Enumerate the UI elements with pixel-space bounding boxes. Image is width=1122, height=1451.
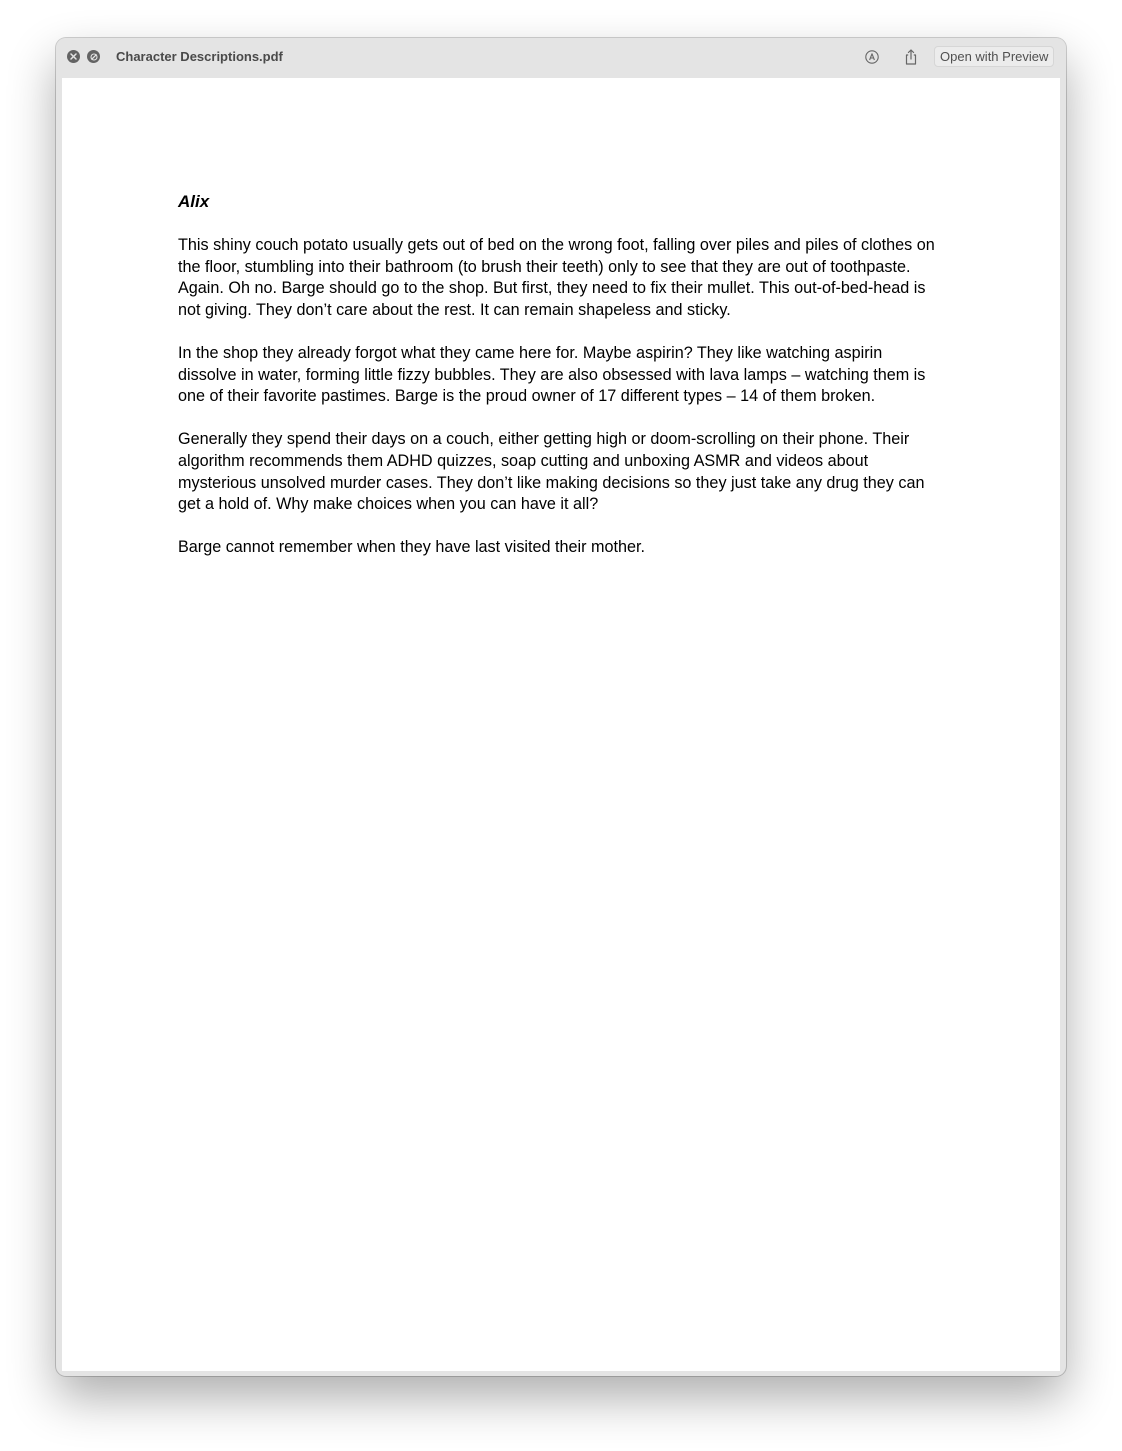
window-title: Character Descriptions.pdf	[116, 49, 283, 64]
text-line: the floor, stumbling into their bathroom (to brush their teeth) only to see that they are out of toothpaste.	[178, 257, 911, 276]
markup-button[interactable]	[862, 47, 882, 67]
text-line: Barge cannot remember when they have last visited their mother.	[178, 538, 645, 557]
pdf-page[interactable]	[62, 78, 1060, 1371]
minimize-icon	[90, 53, 98, 61]
fullscreen-button[interactable]	[87, 50, 100, 63]
text-line: In the shop they already forgot what they came here for. Maybe aspirin? They like watching aspirin	[178, 343, 883, 362]
text-line: one of their favorite pastimes. Barge is the proud owner of 17 different types – 14 of them broken.	[178, 387, 876, 406]
text-line: Generally they spend their days on a couch, either getting high or doom-scrolling on their phone. Their	[178, 430, 910, 449]
text-line: not giving. They don’t care about the rest. It can remain shapeless and sticky.	[178, 300, 731, 319]
text-line: This shiny couch potato usually gets out of bed on the wrong foot, falling over piles and piles of clothes on	[178, 236, 935, 254]
paragraph	[178, 429, 948, 515]
open-with-preview-button[interactable]: Open with Preview	[934, 46, 1054, 67]
paragraph	[178, 235, 948, 321]
paragraph	[178, 343, 948, 408]
title-bar[interactable]	[56, 38, 1066, 76]
paragraph	[178, 537, 948, 559]
markup-icon	[864, 49, 880, 65]
text-line: dissolve in water, forming little fizzy bubbles. They are also obsessed with lava lamps – watching them is	[178, 365, 926, 384]
close-button[interactable]	[67, 50, 80, 63]
character-name-heading: Alix	[178, 192, 210, 211]
close-icon	[70, 53, 77, 60]
quicklook-window	[56, 38, 1066, 1376]
text-line: get a hold of. Why make choices when you can have it all?	[178, 495, 599, 514]
share-icon	[903, 48, 919, 66]
text-line: algorithm recommends them ADHD quizzes, soap cutting and unboxing ASMR and videos about	[178, 451, 869, 470]
text-line: mysterious unsolved murder cases. They don’t like making decisions so they just take any drug they can	[178, 473, 925, 492]
document-body	[178, 191, 948, 581]
share-button[interactable]	[901, 47, 921, 67]
text-line: Again. Oh no. Barge should go to the shop. But first, they need to fix their mullet. This out-of-bed-head is	[178, 279, 926, 298]
